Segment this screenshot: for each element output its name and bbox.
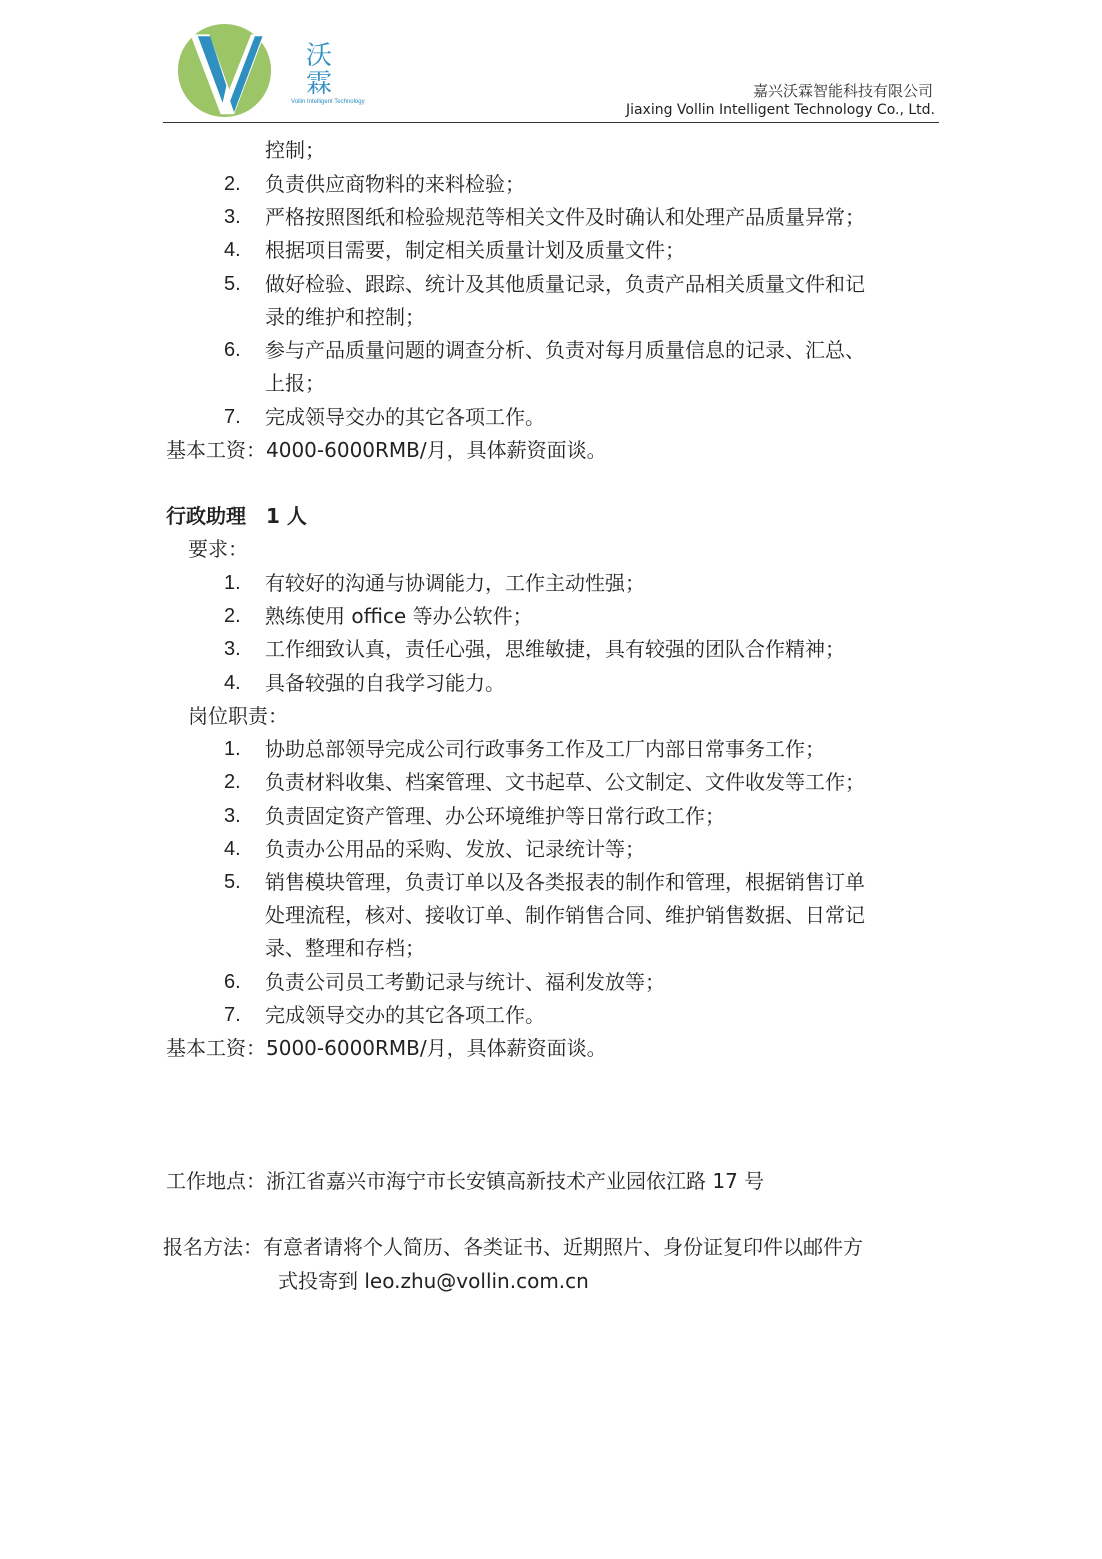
list-item: 负责材料收集、档案管理、文书起草、公文制定、文件收发等工作；: [265, 770, 865, 794]
continued-text: 控制；: [265, 138, 325, 162]
list-number: 6.: [224, 339, 241, 361]
list-number: 3.: [224, 638, 241, 660]
list-item: 做好检验、跟踪、统计及其他质量记录，负责产品相关质量文件和记: [265, 272, 865, 296]
list-item: 严格按照图纸和检验规范等相关文件及时确认和处理产品质量异常；: [265, 205, 865, 229]
list-item: 协助总部领导完成公司行政事务工作及工厂内部日常事务工作；: [265, 737, 825, 761]
list-item: 负责供应商物料的来料检验；: [265, 172, 525, 196]
company-name-en: Jiaxing Vollin Intelligent Technology Co., Ltd.: [625, 102, 935, 118]
salary-line: 基本工资：4000-6000RMB/月，具体薪资面谈。: [166, 438, 607, 462]
list-item: 完成领导交办的其它各项工作。: [265, 1003, 545, 1027]
logo-text-en: Vollin Intelligent Technology: [291, 99, 365, 105]
header-divider: [163, 122, 939, 123]
list-number: 2.: [224, 605, 241, 627]
list-item: 负责办公用品的采购、发放、记录统计等；: [265, 837, 645, 861]
logo-text-cn: 沃霖: [306, 41, 333, 99]
company-logo: [177, 23, 272, 118]
list-number: 6.: [224, 971, 241, 993]
list-number: 1.: [224, 738, 241, 760]
list-number: 4.: [224, 239, 241, 261]
application-method-continued: 式投寄到 leo.zhu@vollin.com.cn: [278, 1269, 589, 1293]
list-item-continued: 上报；: [265, 371, 325, 395]
work-location: 工作地点：浙江省嘉兴市海宁市长安镇高新技术产业园依江路 17 号: [166, 1169, 765, 1193]
list-item: 具备较强的自我学习能力。: [265, 671, 505, 695]
list-item: 参与产品质量问题的调查分析、负责对每月质量信息的记录、汇总、: [265, 338, 865, 362]
list-number: 7.: [224, 406, 241, 428]
list-number: 7.: [224, 1004, 241, 1026]
list-number: 3.: [224, 805, 241, 827]
list-item: 负责公司员工考勤记录与统计、福利发放等；: [265, 970, 665, 994]
list-item: 熟练使用 office 等办公软件；: [265, 604, 533, 628]
list-item: 负责固定资产管理、办公环境维护等日常行政工作；: [265, 804, 725, 828]
list-item-continued: 录、整理和存档；: [265, 936, 425, 960]
list-item: 完成领导交办的其它各项工作。: [265, 405, 545, 429]
list-number: 5.: [224, 871, 241, 893]
list-item: 有较好的沟通与协调能力，工作主动性强；: [265, 571, 645, 595]
list-number: 3.: [224, 206, 241, 228]
list-item-continued: 处理流程，核对、接收订单、制作销售合同、维护销售数据、日常记: [265, 903, 865, 927]
page-header: [163, 20, 939, 125]
list-number: 4.: [224, 672, 241, 694]
list-item: 工作细致认真，责任心强，思维敏捷，具有较强的团队合作精神；: [265, 637, 845, 661]
salary-line: 基本工资：5000-6000RMB/月，具体薪资面谈。: [166, 1036, 607, 1060]
list-number: 2.: [224, 771, 241, 793]
section-title: 行政助理 1 人: [166, 504, 307, 528]
list-item: 销售模块管理，负责订单以及各类报表的制作和管理，根据销售订单: [265, 870, 865, 894]
list-number: 5.: [224, 273, 241, 295]
list-item: 根据项目需要，制定相关质量计划及质量文件；: [265, 238, 685, 262]
duties-label: 岗位职责：: [188, 704, 288, 728]
list-number: 1.: [224, 572, 241, 594]
company-name-cn: 嘉兴沃霖智能科技有限公司: [752, 82, 933, 100]
requirements-label: 要求：: [188, 537, 248, 561]
application-method: 报名方法：有意者请将个人简历、各类证书、近期照片、身份证复印件以邮件方: [163, 1235, 863, 1259]
list-number: 4.: [224, 838, 241, 860]
list-number: 2.: [224, 173, 241, 195]
list-item-continued: 录的维护和控制；: [265, 305, 425, 329]
